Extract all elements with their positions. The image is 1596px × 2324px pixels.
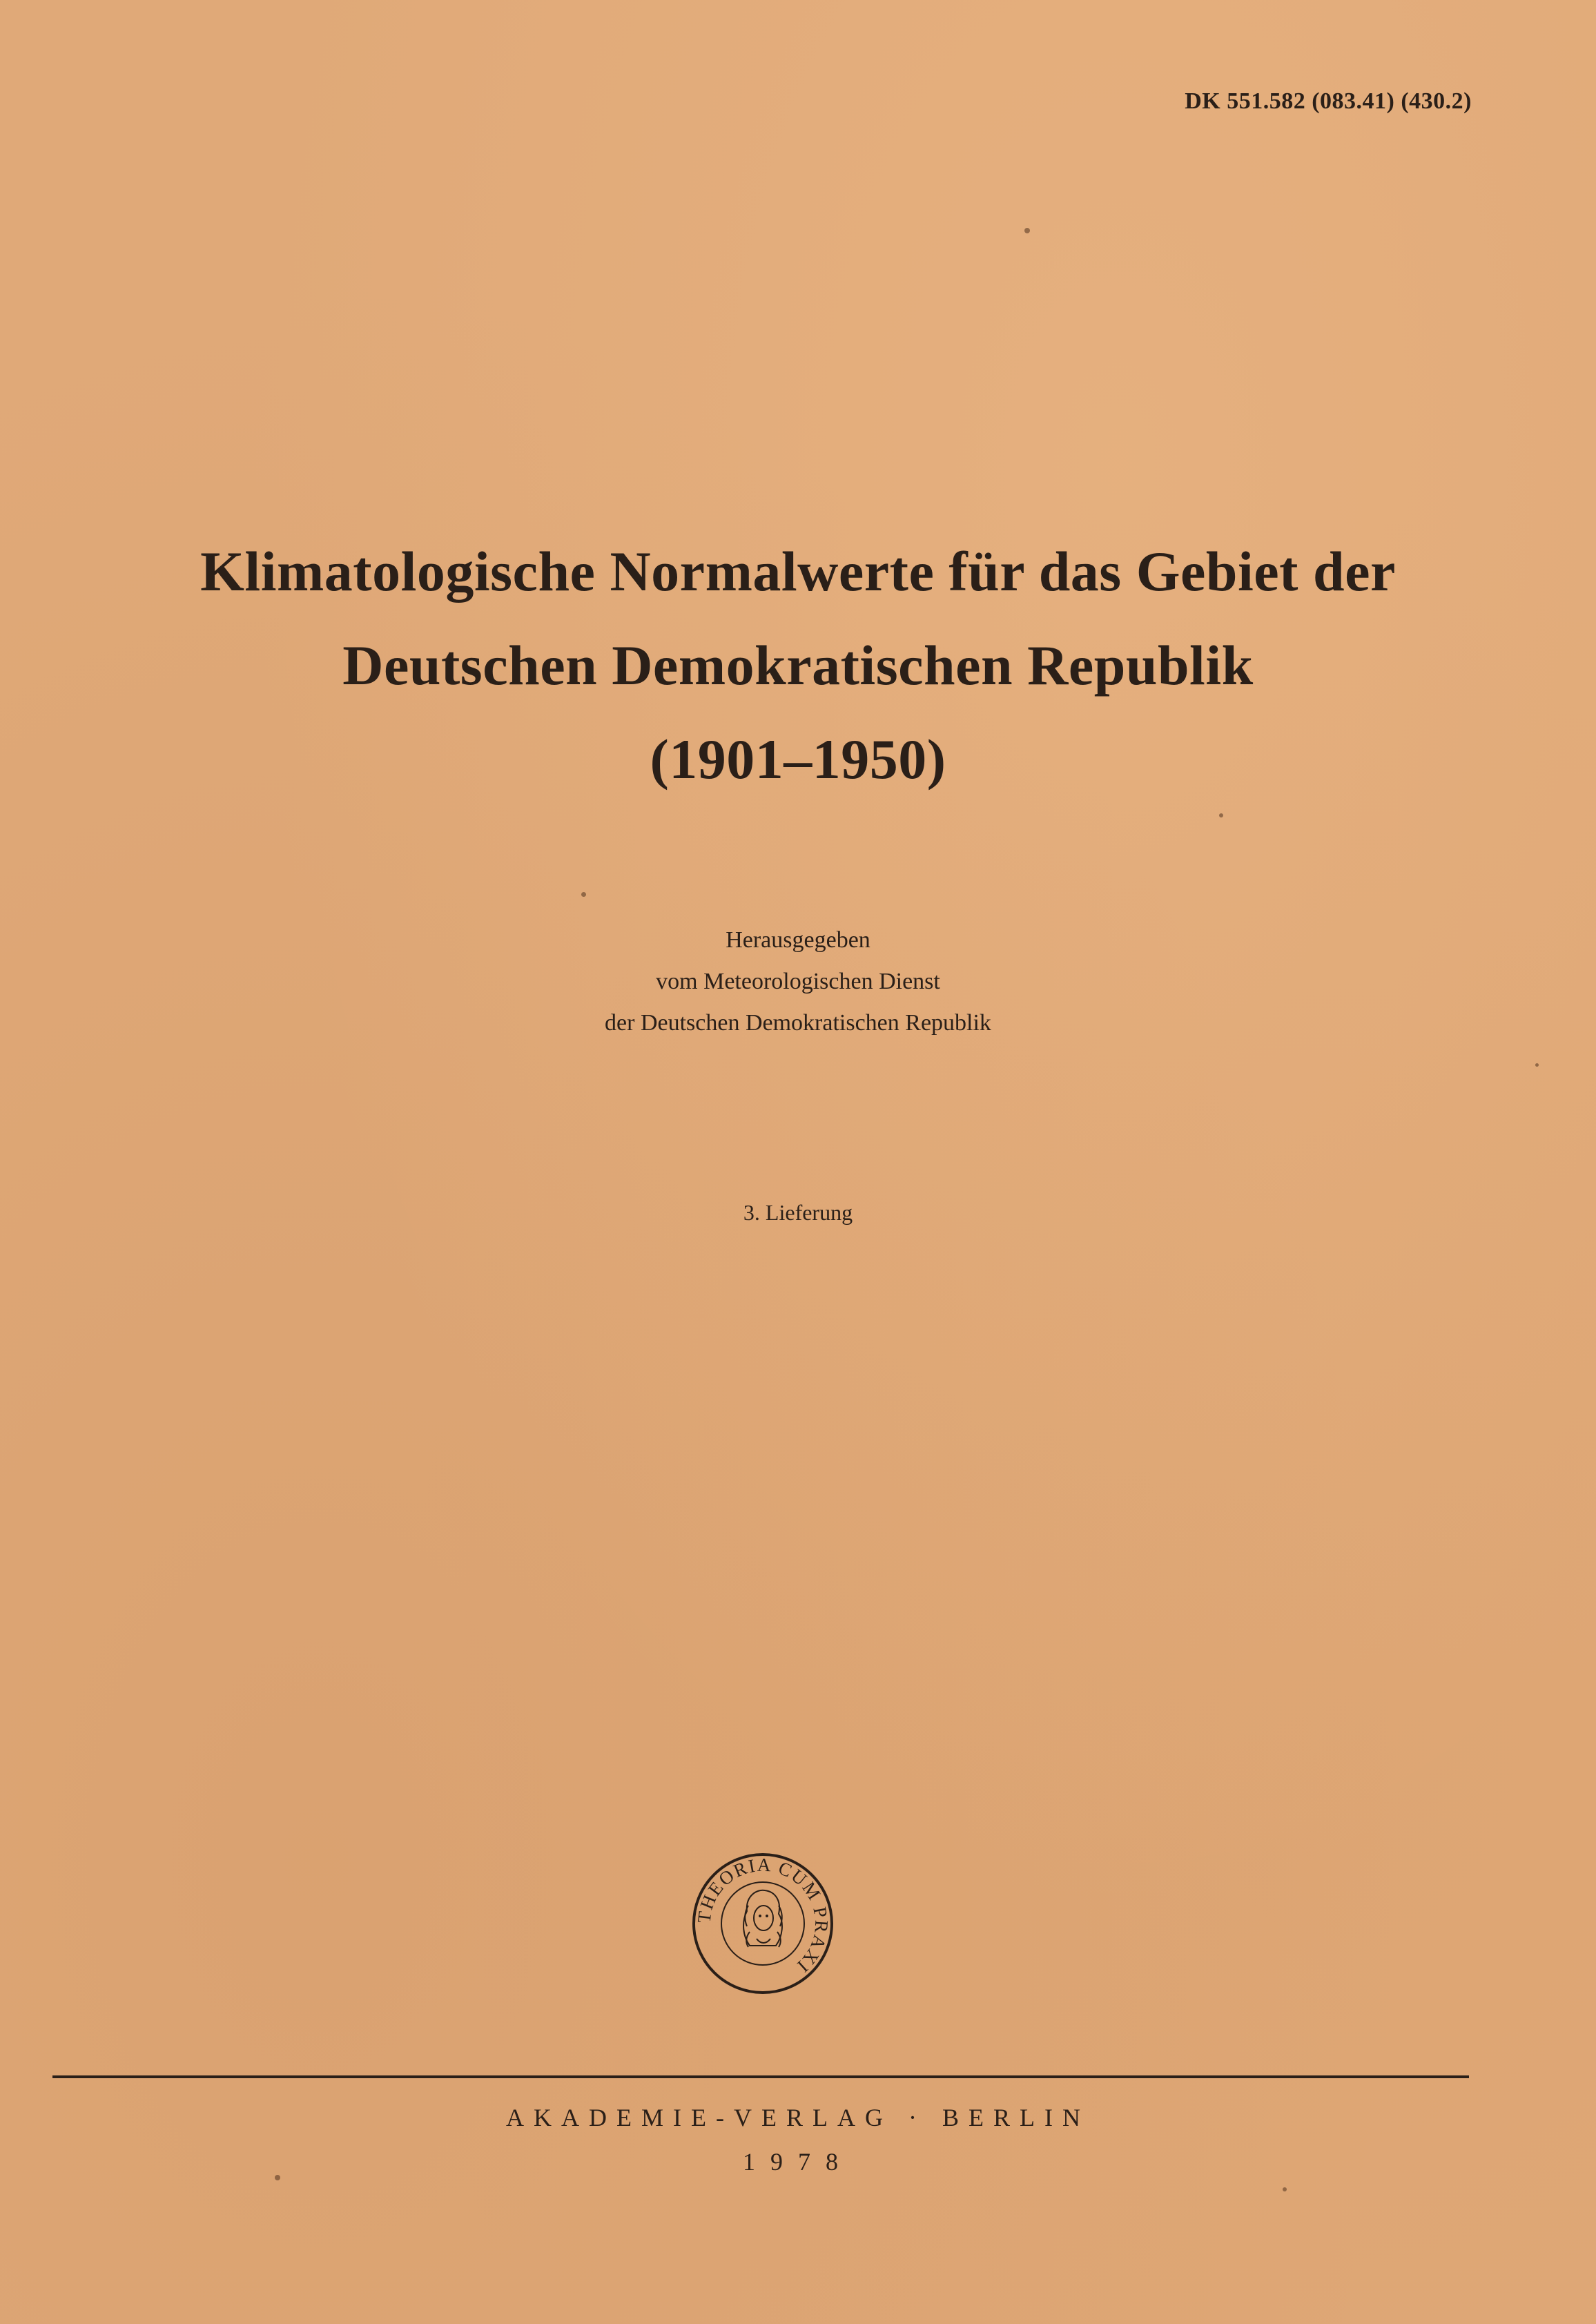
publisher-line-1: Herausgegeben [726, 927, 870, 953]
paper-speck [1024, 228, 1030, 233]
publisher-line-2: vom Meteorologischen Dienst [656, 969, 940, 994]
title-line-1: Klimatologische Normalwerte für das Gebiet der [200, 540, 1396, 603]
title-line-2: Deutschen Demokratischen Republik [342, 634, 1254, 697]
imprint-publisher: AKADEMIE-VERLAG · BERLIN [506, 2104, 1090, 2131]
seal-motto: THEORIA CUM PRAXI [693, 1854, 833, 1977]
paper-speck [1219, 813, 1223, 817]
portrait-seal-icon [690, 1850, 835, 1997]
delivery-number: 3. Lieferung [743, 1200, 853, 1225]
imprint-year: 1978 [743, 2148, 853, 2176]
title-block [0, 525, 1596, 806]
paper-speck [581, 892, 586, 897]
dk-classification-code: DK 551.582 (083.41) (430.2) [1185, 88, 1472, 114]
imprint-divider [52, 2075, 1469, 2078]
paper-speck [1535, 1063, 1539, 1067]
publisher-block [0, 920, 1596, 1044]
paper-speck [275, 2175, 280, 2180]
title-line-3: (1901–1950) [650, 728, 946, 791]
publisher-line-3: der Deutschen Demokratischen Republik [605, 1010, 991, 1036]
paper-speck [1283, 2187, 1287, 2191]
